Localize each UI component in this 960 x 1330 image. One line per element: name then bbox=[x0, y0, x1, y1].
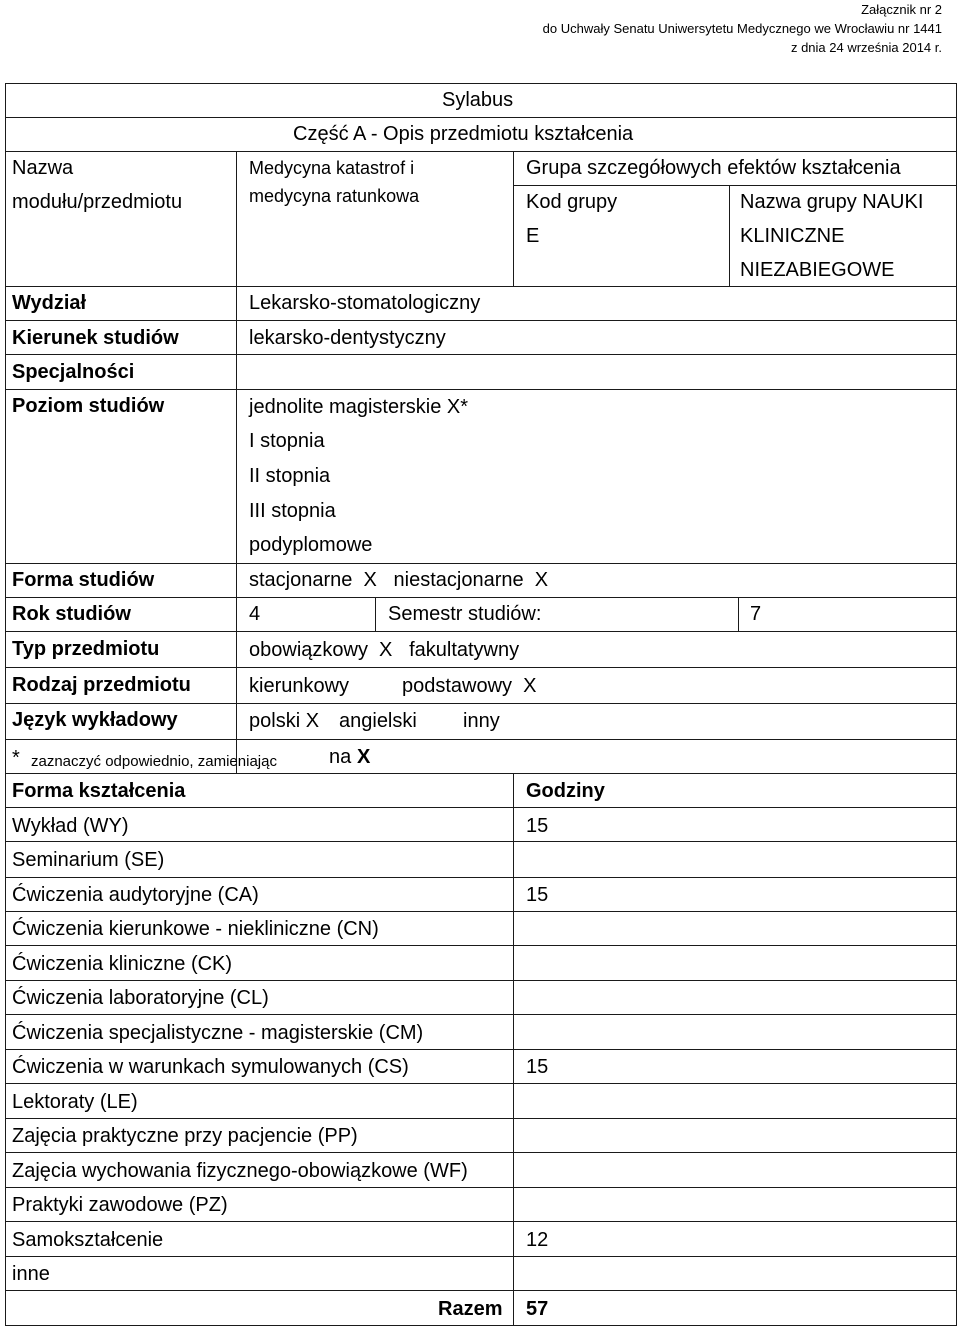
syllabus-table bbox=[5, 83, 957, 1326]
rule bbox=[5, 1118, 957, 1119]
rule bbox=[5, 877, 957, 878]
hours-row-form: Ćwiczenia specjalistyczne - magisterskie (CM) bbox=[12, 1022, 424, 1044]
rule bbox=[5, 807, 957, 808]
hours-row-form: Lektoraty (LE) bbox=[12, 1091, 138, 1113]
language-value: polski X bbox=[249, 710, 320, 732]
rule bbox=[5, 631, 957, 632]
group-name: KLINICZNE bbox=[740, 225, 845, 247]
direction-label: Kierunek studiów bbox=[12, 327, 179, 349]
syllabus-title: Sylabus bbox=[442, 89, 514, 111]
hours-header-hours: Godziny bbox=[526, 780, 605, 802]
form-value: stacjonarne X niestacjonarne X bbox=[249, 569, 549, 591]
year-value: 4 bbox=[249, 603, 261, 625]
group-code-value: E bbox=[526, 225, 540, 247]
rule bbox=[5, 1256, 957, 1257]
level-option: III stopnia bbox=[249, 500, 336, 522]
rule bbox=[5, 354, 957, 355]
hours-row-value: 15 bbox=[526, 815, 549, 837]
group-name: Nazwa grupy NAUKI bbox=[740, 191, 924, 213]
rule bbox=[5, 945, 957, 946]
note-na: na bbox=[329, 746, 352, 768]
rule bbox=[513, 151, 514, 286]
type-value: obowiązkowy X fakultatywny bbox=[249, 639, 520, 661]
year-label: Rok studiów bbox=[12, 603, 131, 625]
faculty-value: Lekarsko-stomatologiczny bbox=[249, 292, 481, 314]
attachment-line-1: Załącznik nr 2 bbox=[861, 2, 942, 17]
rule bbox=[729, 185, 730, 286]
rule bbox=[5, 703, 957, 704]
module-value: medycyna ratunkowa bbox=[249, 186, 420, 206]
level-option: podyplomowe bbox=[249, 534, 373, 556]
rule bbox=[5, 980, 957, 981]
hours-row-form: Ćwiczenia audytoryjne (CA) bbox=[12, 884, 259, 906]
hours-row-form: Seminarium (SE) bbox=[12, 849, 165, 871]
hours-row-value: 15 bbox=[526, 1056, 549, 1078]
rule bbox=[5, 83, 6, 1326]
note-star: * bbox=[12, 747, 20, 769]
language-label: Język wykładowy bbox=[12, 709, 178, 731]
kind-value: kierunkowy bbox=[249, 675, 350, 697]
rule bbox=[5, 841, 957, 842]
language-value: inny bbox=[463, 710, 500, 732]
level-label: Poziom studiów bbox=[12, 395, 165, 417]
group-heading: Grupa szczegółowych efektów kształcenia bbox=[526, 157, 901, 179]
module-value: Medycyna katastrof i bbox=[249, 158, 415, 178]
rule bbox=[956, 83, 957, 1326]
rule bbox=[5, 117, 957, 118]
hours-row-value: 12 bbox=[526, 1229, 549, 1251]
hours-row-form: Zajęcia wychowania fizycznego-obowiązkowe (WF) bbox=[12, 1160, 468, 1182]
semester-value: 7 bbox=[750, 603, 762, 625]
rule bbox=[738, 597, 739, 631]
rule bbox=[5, 739, 957, 740]
kind-label: Rodzaj przedmiotu bbox=[12, 674, 191, 696]
hours-row-form: Wykład (WY) bbox=[12, 815, 129, 837]
rule bbox=[5, 83, 957, 84]
rule bbox=[5, 1290, 957, 1291]
rule bbox=[5, 1049, 957, 1050]
hours-row-form: Ćwiczenia laboratoryjne (CL) bbox=[12, 987, 269, 1009]
hours-row-form: Zajęcia praktyczne przy pacjencie (PP) bbox=[12, 1125, 358, 1147]
kind-value: podstawowy X bbox=[402, 675, 537, 697]
attachment-note bbox=[543, 0, 942, 57]
level-option: II stopnia bbox=[249, 465, 331, 487]
module-label: Nazwa bbox=[12, 157, 74, 179]
total-label: Razem bbox=[438, 1298, 503, 1320]
rule bbox=[5, 1187, 957, 1188]
form-label: Forma studiów bbox=[12, 569, 155, 591]
rule bbox=[5, 320, 957, 321]
hours-row-value: 15 bbox=[526, 884, 549, 906]
attachment-line-3: z dnia 24 września 2014 r. bbox=[790, 40, 942, 55]
level-option: jednolite magisterskie X* bbox=[249, 396, 468, 418]
total-value: 57 bbox=[526, 1298, 549, 1320]
rule bbox=[5, 1083, 957, 1084]
group-code-label: Kod grupy bbox=[526, 191, 618, 213]
rule bbox=[5, 667, 957, 668]
rule bbox=[5, 597, 957, 598]
hours-row-form: Ćwiczenia w warunkach symulowanych (CS) bbox=[12, 1056, 409, 1078]
rule bbox=[5, 1221, 957, 1222]
rule bbox=[5, 911, 957, 912]
semester-label: Semestr studiów: bbox=[388, 603, 542, 625]
rule bbox=[5, 286, 957, 287]
rule bbox=[5, 1152, 957, 1153]
hours-row-form: Praktyki zawodowe (PZ) bbox=[12, 1194, 228, 1216]
hours-row-form: Samokształcenie bbox=[12, 1229, 164, 1251]
rule bbox=[5, 389, 957, 390]
hours-row-form: Ćwiczenia kierunkowe - niekliniczne (CN) bbox=[12, 918, 379, 940]
specialties-label: Specjalności bbox=[12, 361, 135, 383]
hours-header-form: Forma kształcenia bbox=[12, 780, 186, 802]
rule bbox=[5, 563, 957, 564]
type-label: Typ przedmiotu bbox=[12, 638, 160, 660]
rule bbox=[5, 1014, 957, 1015]
note-text: zaznaczyć odpowiednio, zamieniając bbox=[31, 753, 277, 770]
hours-row-form: Ćwiczenia kliniczne (CK) bbox=[12, 953, 233, 975]
rule bbox=[5, 1325, 957, 1326]
direction-value: lekarsko-dentystyczny bbox=[249, 327, 446, 349]
group-name: NIEZABIEGOWE bbox=[740, 259, 895, 281]
faculty-label: Wydział bbox=[12, 292, 87, 314]
rule bbox=[5, 151, 957, 152]
module-label: modułu/przedmiotu bbox=[12, 191, 183, 213]
attachment-line-2: do Uchwały Senatu Uniwersytetu Medycznego we Wrocławiu nr 1441 bbox=[542, 21, 942, 36]
section-title: Część A - Opis przedmiotu kształcenia bbox=[293, 123, 634, 145]
language-value: angielski bbox=[339, 710, 417, 732]
note-x: X bbox=[357, 746, 371, 768]
rule bbox=[513, 773, 514, 1326]
rule bbox=[513, 185, 957, 186]
hours-row-form: inne bbox=[12, 1263, 50, 1285]
rule bbox=[375, 597, 376, 631]
rule bbox=[236, 151, 237, 773]
level-option: I stopnia bbox=[249, 430, 325, 452]
